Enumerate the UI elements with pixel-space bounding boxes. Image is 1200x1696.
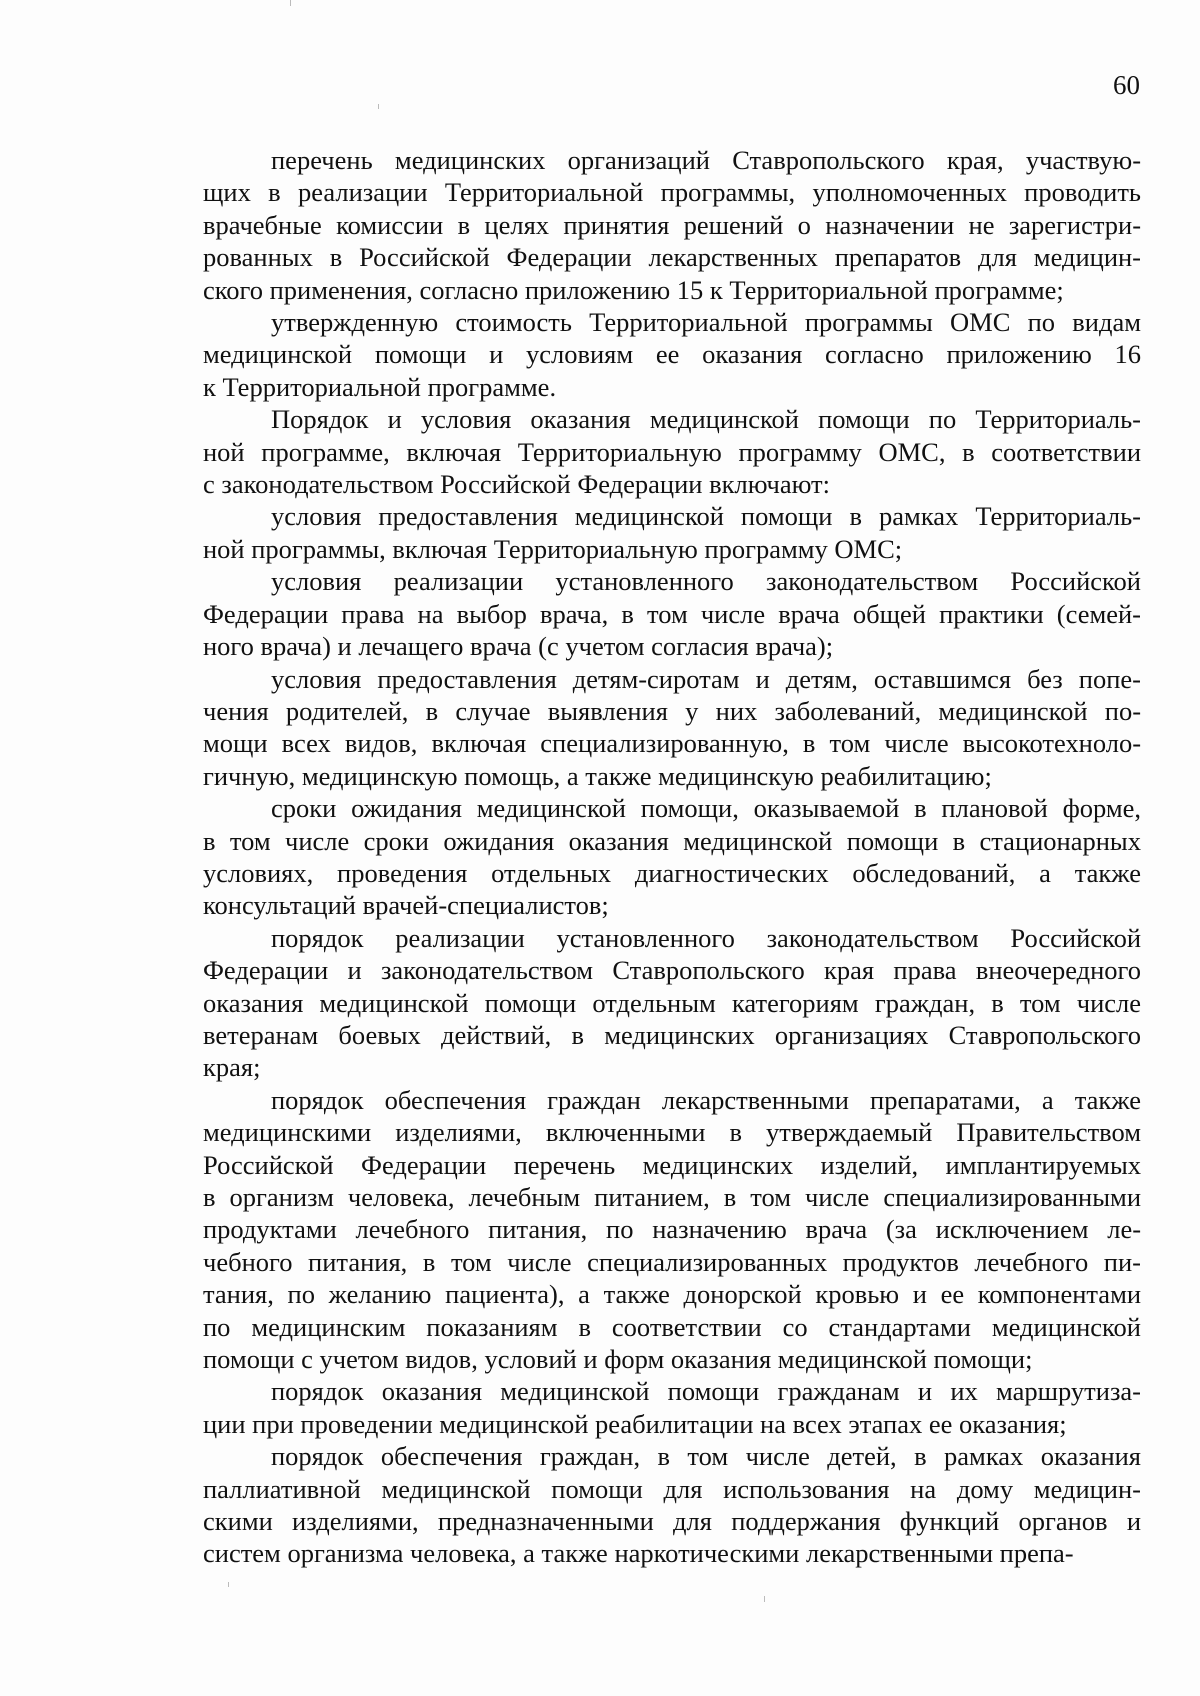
text-line: к Территориальной программе. xyxy=(203,371,557,402)
text-line: в организм человека, лечебным питанием, в том числе специализированными xyxy=(203,1182,1141,1212)
text-line: ного врача) и лечащего врача (с учетом согласия врача); xyxy=(203,631,834,662)
text-line: Российской Федерации перечень медицинских изделий, имплантируемых xyxy=(203,1149,1141,1180)
paragraph xyxy=(203,565,1141,662)
scan-artifact xyxy=(228,1582,229,1587)
text-line: щих в реализации Территориальной программы, уполномоченных проводить xyxy=(203,177,1142,208)
paragraph xyxy=(203,922,1141,1084)
document-body xyxy=(203,144,1141,1570)
text-line: ского применения, согласно приложению 15 к Территориальной программе; xyxy=(203,274,1064,305)
text-line: порядок обеспечения граждан лекарственными препаратами, а также xyxy=(271,1084,1142,1115)
page-number: 60 xyxy=(1113,70,1140,100)
text-line: врачебные комиссии в целях принятия решений о назначении не зарегистри- xyxy=(203,209,1142,240)
paragraph xyxy=(203,500,1141,565)
text-line: медицинской помощи и условиям ее оказания согласно приложению 16 xyxy=(203,339,1142,370)
scan-artifact xyxy=(290,0,291,6)
text-line: помощи с учетом видов, условий и форм оказания медицинской помощи; xyxy=(203,1344,1033,1375)
text-line: ной программы, включая Территориальную программу ОМС; xyxy=(203,533,903,564)
text-line: условия предоставления детям-сиротам и детям, оставшимся без попе- xyxy=(271,663,1141,694)
scan-artifact xyxy=(764,1596,765,1602)
paragraph xyxy=(203,792,1141,922)
text-line: медицинскими изделиями, включенными в утверждаемый Правительством xyxy=(203,1117,1142,1148)
text-line: тания, по желанию пациента), а также донорской кровью и ее компонентами xyxy=(203,1279,1142,1310)
text-line: перечень медицинских организаций Ставропольского края, участвую- xyxy=(271,145,1142,175)
text-line: сроки ожидания медицинской помощи, оказываемой в плановой форме, xyxy=(271,793,1141,824)
text-line: условиях, проведения отдельных диагностических обследований, а также xyxy=(203,857,1141,888)
paragraph xyxy=(203,403,1141,500)
text-line: ветеранам боевых действий, в медицинских организациях Ставропольского xyxy=(203,1019,1141,1050)
text-line: чения родителей, в случае выявления у них заболеваний, медицинской по- xyxy=(203,695,1142,726)
text-line: чебного питания, в том числе специализированных продуктов лечебного пи- xyxy=(203,1246,1141,1277)
text-line: условия предоставления медицинской помощи в рамках Территориаль- xyxy=(271,501,1141,532)
text-line: Порядок и условия оказания медицинской помощи по Территориаль- xyxy=(271,404,1142,435)
text-line: рованных в Российской Федерации лекарственных препаратов для медицин- xyxy=(203,242,1142,273)
text-line: условия реализации установленного законодательством Российской xyxy=(271,566,1141,597)
paragraph xyxy=(203,306,1141,403)
text-line: утвержденную стоимость Территориальной программы ОМС по видам xyxy=(271,307,1141,338)
text-line: гичную, медицинскую помощь, а также медицинскую реабилитацию; xyxy=(203,760,992,791)
text-line: продуктами лечебного питания, по назначению врача (за исключением ле- xyxy=(203,1214,1142,1245)
paragraph xyxy=(203,1375,1141,1440)
paragraph xyxy=(203,144,1141,306)
text-line: с законодательством Российской Федерации включают: xyxy=(203,469,830,500)
text-line: мощи всех видов, включая специализированную, в том числе высокотехноло- xyxy=(203,728,1142,759)
scan-artifact xyxy=(378,104,379,109)
text-line: консультаций врачей-специалистов; xyxy=(203,890,609,921)
text-line: скими изделиями, предназначенными для поддержания функций органов и xyxy=(203,1506,1141,1537)
text-line: порядок обеспечения граждан, в том числе детей, в рамках оказания xyxy=(271,1441,1141,1472)
text-line: в том числе сроки ожидания оказания медицинской помощи в стационарных xyxy=(203,825,1141,856)
paragraph xyxy=(203,1440,1141,1570)
text-line: оказания медицинской помощи отдельным категориям граждан, в том числе xyxy=(203,987,1142,1018)
text-line: порядок оказания медицинской помощи гражданам и их маршрутиза- xyxy=(271,1376,1141,1407)
text-line: систем организма человека, а также наркотическими лекарственными препа- xyxy=(203,1538,1074,1569)
text-line: паллиативной медицинской помощи для использования на дому медицин- xyxy=(203,1473,1141,1504)
text-line: ной программе, включая Территориальную программу ОМС, в соответствии xyxy=(203,436,1141,467)
text-line: ции при проведении медицинской реабилитации на всех этапах ее оказания; xyxy=(203,1408,1067,1439)
paragraph xyxy=(203,663,1141,793)
text-line: Федерации права на выбор врача, в том числе врача общей практики (семей- xyxy=(203,598,1141,629)
text-line: Федерации и законодательством Ставропольского края права внеочередного xyxy=(203,955,1141,986)
paragraph xyxy=(203,1084,1141,1376)
text-line: порядок реализации установленного законодательством Российской xyxy=(271,922,1142,953)
text-line: по медицинским показаниям в соответствии со стандартами медицинской xyxy=(203,1311,1141,1342)
text-line: края; xyxy=(203,1052,261,1083)
